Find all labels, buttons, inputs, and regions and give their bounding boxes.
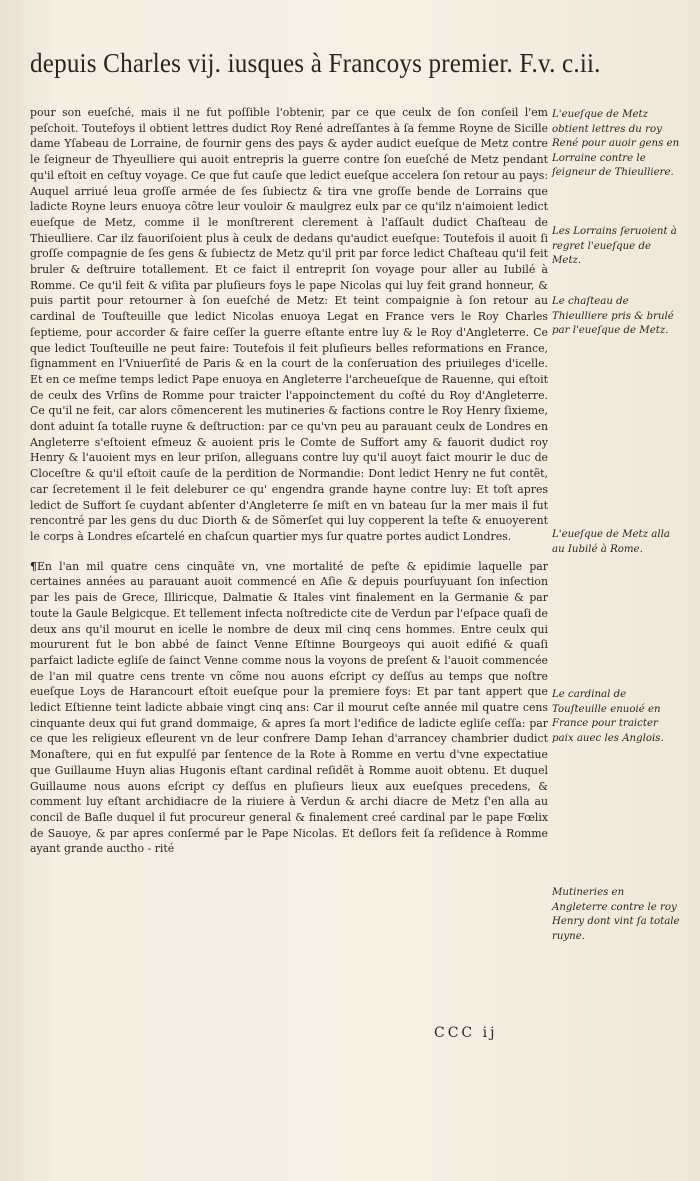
main-text-column (30, 105, 548, 857)
running-head: depuis Charles vij. iusques à Francoys premier. F.v. c.ii. (30, 48, 601, 78)
marginal-note-6: Mutineries en Angleterre contre le roy Henry dont vint ſa totale ruyne. (552, 887, 680, 942)
paragraph-2 (30, 559, 548, 857)
marginal-note-2: Les Lorrains ſeruoient à regret l'eueſque de Metz. (552, 226, 677, 266)
paragraph-1: pour son eueſché, mais il ne fut poſſible l'obtenir, par ce que ceulx de ſon conſeil l'em peſchoit. Toutefoys il obtient lettres dudict Roy René adreſſantes à ſa femme Royne de Sicille dame Yſabeau de Lorraine, de fournir gens des pays & ayder audict eueſque de Metz contre le ſeigneur de Thyeulliere qui auoit entrepris la guerre contre ſon eueſché de Metz pendant qu'il eſtoit en ceſtuy voyage. Ce que fut cauſe que ledict eueſque accelera ſon retour au pays: Auquel arriué leua groſſe armée de ſes ſubiectz & tira vne groſſe bende de Lorrains que ladicte Royne leurs enuoya cõtre leur vouloir & maulgrez eulx par ce qu'ilz n'aimoient ledict eueſque de Metz, comme il le monſtrerent clerement à l'aſſault dudict Chaſteau de Thieulliere. Car ilz fauoriſoient plus à ceulx de dedans qu'audict eueſque: Toutefois il auoit ſi groſſe compagnie de ſes gens & ſubiectz de Metz qu'il prit par force ledict Chaſteau qu'il feit bruler & deſtruire totallement. Et ce faict il entreprit ſon voyage pour aller au Iubilé à Romme. Ce qu'il feit & viſita par pluſieurs foys le pape Nicolas qui luy feit grand honneur, & puis partit pour retourner à ſon eueſché de Metz: Et teint compaignie à ſon retour au cardinal de Touſteuille que ledict Nicolas enuoya Legat en France vers le Roy Charles ſeptieme, pour accorder & faire ceſſer la guerre eſtante entre luy & le Roy d'Angleterre. Ce que ledict Touſteuille ne peut faire: Toutefois il feit pluſieurs belles reformations en France, ſignamment en l'Vniuerſité de Paris & en la court de la conſeruation des priuileges d'icelle. Et en ce meſme temps ledict Pape enuoya en Angleterre l'archeueſque de Rauenne, qui eſtoit de ceulx des Vrſins de Romme pour traicter l'appoinctement du coſté du Roy d'Angleterre. Ce qu'il ne feit, car alors cõmencerent les mutineries & factions contre le Roy Henry ſixieme, dont aduint ſa totalle ruyne & deſtruction: par ce qu'vn peu au parauant ceulx de Londres en Angleterre s'eſtoient eſmeuz & auoient pris le Comte de Suffort amy & fauorit dudict roy Henry & l'auoient mys en leur priſon, alleguans contre luy qu'il auoyt faict mourir le duc de Cloceſtre & qu'il eſtoit cauſe de la perdition de Normandie: Dont ledict Henry ne fut contẽt, car ſecretement il le feit deleburer ce qu' engendra grande hayne contre luy: Et toſt apres ledict de Suffort ſe cuydant abſenter d'Angleterre ſe miſt en vn bateau ſur la mer mais il fut rencontré par les gens du duc Diorth & de Sõmerſet qui luy copperent la teſte & enuoyerent le corps à Londres eſcartelé en chaſcun quartier mys ſur quatre portes audict Londres. (30, 106, 548, 543)
marginal-note-1: L'eueſque de Metz obtient lettres du roy René pour auoir gens en Lorraine contre le ſeigneur de Thieulliere. (552, 109, 680, 178)
paragraph-2-text: En l'an mil quatre cens cinquãte vn, vne mortalité de peſte & epidimie laquelle par certaines années au parauant auoit commencé en Aſie & depuis pourſuyuant ſon inſection par les pais de Grece, Illiricque, Dalmatie & Itales vint finalement en la Germanie & par toute la Gaule Belgicque. Et tellement infecta noſtredicte cite de Verdun par l'eſpace quaſi de deux ans qu'il mourut en icelle le nombre de deux mil cinq cens hommes. Entre ceulx qui moururent fut le bon abbé de ſainct Venne Eſtinne Bourgeoys qui auoit edifié & quaſi parfaict ladicte egliſe de ſainct Venne comme nous la voyons de preſent & l'auoit commencée de l'an mil quatre cens trente vn cõme nou auons eſcript cy deſſus au temps que noſtre eueſque Loys de Harancourt eſtoit eueſque pour la premiere foys: Et par tant appert que ledict Eſtienne teint ladicte abbaie vingt cinq ans: Car il mourut ceſte année mil quatre cens cinquante deux qui fut grand dommaige, & apres ſa mort l'edifice de ladicte egliſe ceſſa: par ce que les religieux eſleurent vn de leur confrere Damp Iehan d'arrancey chambrier dudict Monaſtere, qui en fut expulſé par ſentence de la Rote à Romme en vertu d'vne expectatiue que Guillaume Huyn alias Hugonis eſtant cardinal reſidẽt à Romme auoit obtenu. Et duquel Guillaume nous auons eſcript cy deſſus en pluſieurs lieux aux eueſques precedens, & comment luy eſtant archidiacre de la riuiere à Verdun & archi diacre de Metz ſ'en alla au concil de Baſle duquel il fut procureur general & finalement creé cardinal par le pape Fœlix de Sauoye, & par apres conſermé par le Pape Nicolas. Et deſlors feit ſa reſidence à Romme ayant grande auctho - rité (30, 559, 548, 856)
marginal-note-3: Le chaſteau de Thieulliere pris & brulé par l'eueſque de Metz. (552, 296, 674, 336)
pilcrow-mark: ¶ (30, 559, 37, 573)
marginal-note-4: L'eueſque de Metz alla au Iubilé à Rome. (552, 529, 670, 555)
signature-mark: CCC ij (434, 1025, 498, 1041)
marginal-note-5: Le cardinal de Touſteuille enuoié en France pour traicter paix auec les Anglois. (552, 689, 664, 744)
